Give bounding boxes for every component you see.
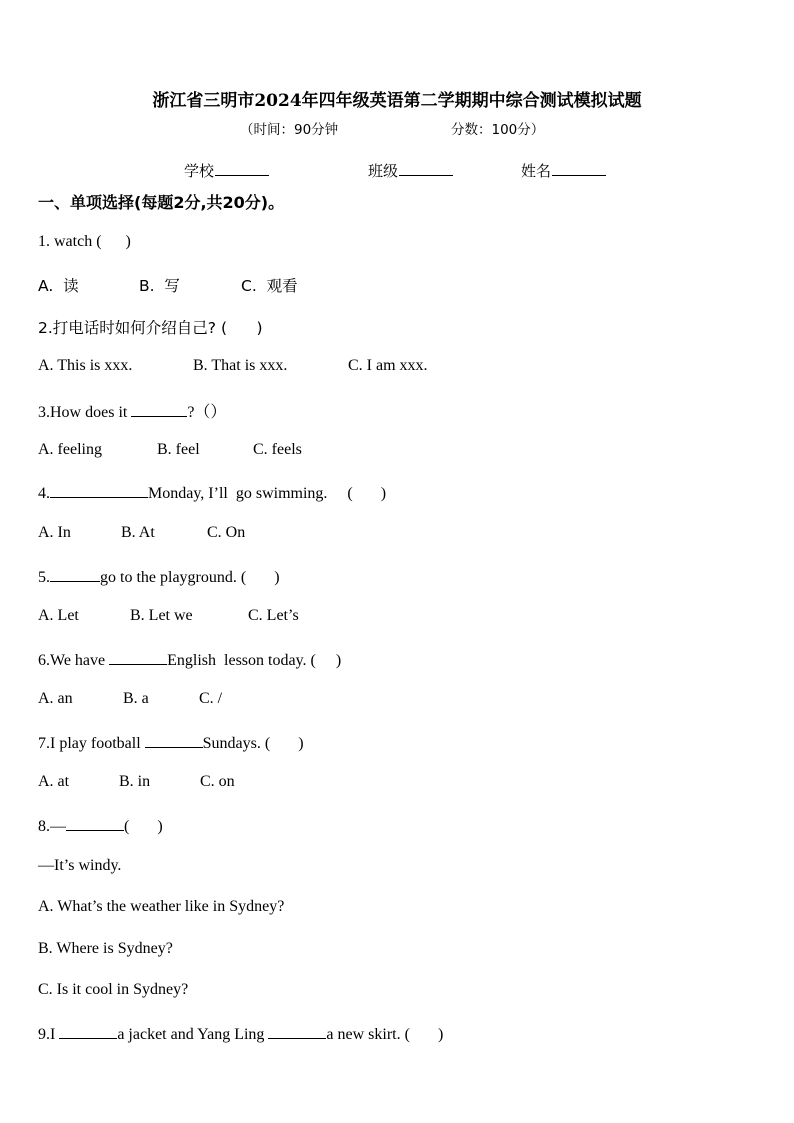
option-b[interactable]: B. feel bbox=[157, 441, 200, 458]
exam-title: 浙江省三明市2024年四年级英语第二学期期中综合测试模拟试题 bbox=[152, 91, 642, 111]
exam-time: （时间：90分钟 bbox=[240, 122, 339, 138]
option-a[interactable]: A. This is xxx. bbox=[38, 357, 133, 374]
option-c[interactable]: C. / bbox=[199, 690, 223, 707]
question-4-options bbox=[38, 524, 245, 542]
option-a[interactable]: A. at bbox=[38, 773, 70, 790]
option-b[interactable]: B. Where is Sydney? bbox=[38, 940, 173, 957]
answer-blank[interactable] bbox=[268, 1023, 326, 1039]
question-2-stem: 2.打电话时如何介绍自己? ( ) bbox=[38, 319, 263, 337]
option-c[interactable]: C. 观看 bbox=[241, 277, 298, 295]
option-c[interactable]: C. feels bbox=[253, 441, 302, 458]
question-3-stem: 3.How does it ?（） bbox=[38, 399, 226, 422]
school-blank[interactable] bbox=[215, 161, 269, 176]
class-label: 班级 bbox=[368, 162, 399, 180]
answer-blank[interactable] bbox=[59, 1023, 117, 1039]
option-a[interactable]: A. What’s the weather like in Sydney? bbox=[38, 898, 285, 915]
question-8-stem: 8.— ( ) bbox=[38, 815, 163, 836]
answer-blank[interactable] bbox=[145, 732, 203, 748]
answer-blank[interactable] bbox=[50, 566, 100, 582]
question-2-options bbox=[38, 357, 428, 375]
option-a[interactable]: A. In bbox=[38, 524, 71, 541]
option-b[interactable]: B. a bbox=[123, 690, 149, 707]
answer-blank[interactable] bbox=[131, 401, 187, 417]
question-3-options bbox=[38, 441, 302, 459]
question-1-stem: 1. watch ( ) bbox=[38, 233, 131, 250]
question-8-response: —It’s windy. bbox=[38, 857, 122, 874]
option-b[interactable]: B. Let we bbox=[130, 607, 193, 624]
question-9-stem: 9.I a jacket and Yang Ling a new skirt. ( ) bbox=[38, 1023, 443, 1044]
option-a[interactable]: A. 读 bbox=[38, 277, 79, 295]
name-label: 姓名 bbox=[521, 162, 552, 180]
name-blank[interactable] bbox=[552, 161, 606, 176]
option-b[interactable]: B. in bbox=[119, 773, 151, 790]
class-field bbox=[368, 160, 453, 181]
option-b[interactable]: B. At bbox=[121, 524, 155, 541]
option-a[interactable]: A. Let bbox=[38, 607, 79, 624]
option-c[interactable]: C. Is it cool in Sydney? bbox=[38, 981, 189, 998]
question-5-options bbox=[38, 607, 299, 625]
option-a[interactable]: A. feeling bbox=[38, 441, 102, 458]
option-a[interactable]: A. an bbox=[38, 690, 73, 707]
option-c[interactable]: C. Let’s bbox=[248, 607, 299, 624]
class-blank[interactable] bbox=[399, 161, 453, 176]
section-heading: 一、单项选择(每题2分,共20分)。 bbox=[38, 193, 285, 212]
option-c[interactable]: C. On bbox=[207, 524, 246, 541]
question-7-options bbox=[38, 773, 235, 791]
question-6-options bbox=[38, 690, 222, 708]
question-6-stem: 6.We have English lesson today. ( ) bbox=[38, 649, 341, 670]
exam-score: 分数：100分） bbox=[451, 122, 545, 138]
option-b[interactable]: B. That is xxx. bbox=[193, 357, 288, 374]
answer-blank[interactable] bbox=[109, 649, 167, 665]
option-c[interactable]: C. on bbox=[200, 773, 235, 790]
name-field bbox=[521, 160, 606, 181]
answer-blank[interactable] bbox=[66, 815, 124, 831]
answer-blank[interactable] bbox=[50, 482, 148, 498]
question-7-stem: 7.I play football Sundays. ( ) bbox=[38, 732, 304, 753]
school-label: 学校 bbox=[184, 162, 215, 180]
option-b[interactable]: B. 写 bbox=[139, 277, 180, 295]
school-field bbox=[184, 160, 269, 181]
question-4-stem: 4. Monday, I’ll go swimming. ( ) bbox=[38, 482, 386, 503]
question-5-stem: 5. go to the playground. ( ) bbox=[38, 566, 280, 587]
question-1-options bbox=[38, 274, 298, 296]
option-c[interactable]: C. I am xxx. bbox=[348, 357, 428, 374]
